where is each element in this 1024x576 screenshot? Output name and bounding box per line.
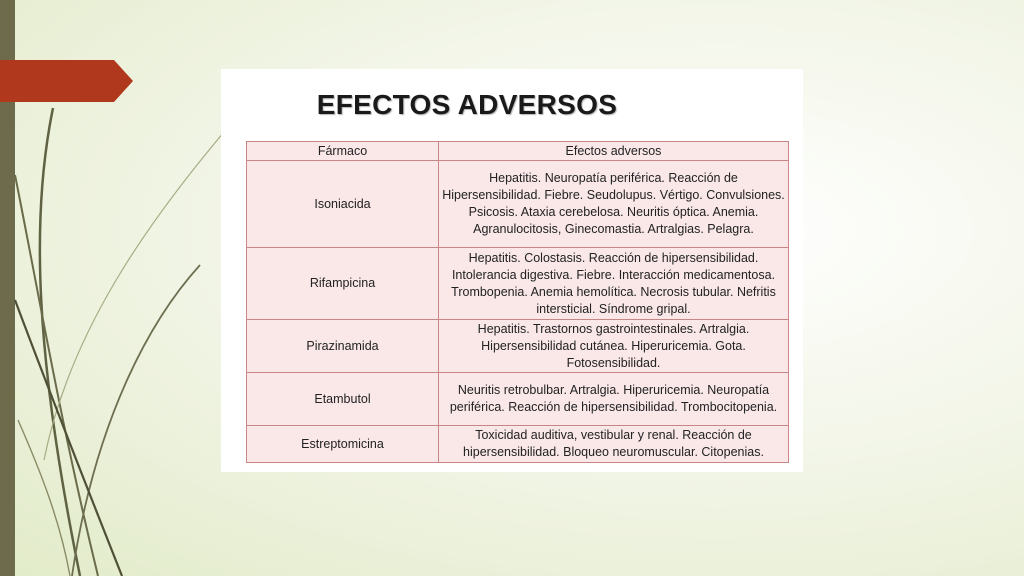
drug-cell: Etambutol (247, 373, 439, 426)
header-drug: Fármaco (247, 142, 439, 161)
table-header-row (247, 142, 789, 161)
effects-cell: Hepatitis. Neuropatía periférica. Reacción de Hipersensibilidad. Fiebre. Seudolupus. Vértigo. Convulsiones. Psicosis. Ataxia cerebelosa. Neuritis óptica. Anemia. Agranulocitosis, Ginecomastia. Artralgias. Pelagra. (439, 161, 789, 248)
drug-cell: Isoniacida (247, 161, 439, 248)
drug-cell: Estreptomicina (247, 426, 439, 463)
table-row (247, 373, 789, 426)
effects-cell: Hepatitis. Colostasis. Reacción de hipersensibilidad. Intolerancia digestiva. Fiebre. Interacción medicamentosa. Trombopenia. Anemia hemolítica. Necrosis tubular. Nefritis intersticial. Síndrome gripal. (439, 248, 789, 320)
table-row (247, 320, 789, 373)
effects-cell: Toxicidad auditiva, vestibular y renal. Reacción de hipersensibilidad. Bloqueo neuromuscular. Citopenias. (439, 426, 789, 463)
table-row (247, 426, 789, 463)
drug-cell: Pirazinamida (247, 320, 439, 373)
effects-cell: Hepatitis. Trastornos gastrointestinales. Artralgia. Hipersensibilidad cutánea. Hiperuricemia. Gota. Fotosensibilidad. (439, 320, 789, 373)
adverse-effects-table (246, 141, 789, 463)
accent-arrow-shape (0, 60, 133, 102)
table-row (247, 161, 789, 248)
slide-title: EFECTOS ADVERSOS (316, 89, 618, 120)
effects-cell: Neuritis retrobulbar. Artralgia. Hiperuricemia. Neuropatía periférica. Reacción de hipersensibilidad. Trombocitopenia. (439, 373, 789, 426)
drug-cell: Rifampicina (247, 248, 439, 320)
slide-content-image (221, 69, 803, 472)
header-effects: Efectos adversos (439, 142, 789, 161)
table-row (247, 248, 789, 320)
